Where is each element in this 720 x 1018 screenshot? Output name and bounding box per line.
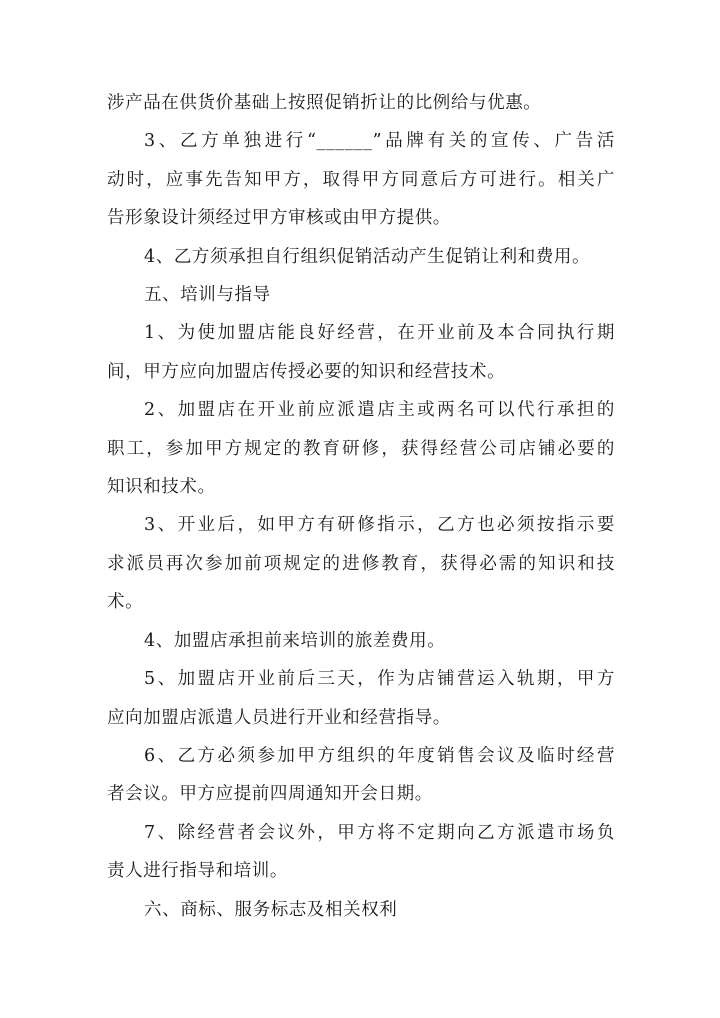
text-line: 6、乙方必须参加甲方组织的年度销售会议及临时经营 <box>144 745 615 766</box>
document-body <box>107 84 615 929</box>
text-line: 2、加盟店在开业前应派遣店主或两名可以代行承担的 <box>144 400 615 421</box>
text-line: 者会议。甲方应提前四周通知开会日期。 <box>107 784 433 805</box>
text-line: 4、加盟店承担前来培训的旅差费用。 <box>144 630 446 651</box>
text-line: 1、为使加盟店能良好经营，在开业前及本合同执行期 <box>144 323 615 344</box>
text-line: 4、乙方须承担自行组织促销活动产生促销让利和费用。 <box>144 246 591 267</box>
section-heading: 六、商标、服务标志及相关权利 <box>144 899 398 920</box>
text-line: 5、加盟店开业前后三天，作为店铺营运入轨期，甲方 <box>144 669 615 690</box>
section-heading: 五、培训与指导 <box>144 285 271 306</box>
text-line: 术。 <box>107 592 144 613</box>
text-line: 知识和技术。 <box>107 477 216 498</box>
text-line: 涉产品在供货价基础上按照促销折让的比例给与优惠。 <box>107 93 542 113</box>
text-line: 3、开业后，如甲方有研修指示，乙方也必须按指示要 <box>144 515 615 536</box>
text-line: 间，甲方应向加盟店传授必要的知识和经营技术。 <box>107 361 506 382</box>
text-line: 应向加盟店派遣人员进行开业和经营指导。 <box>107 707 451 728</box>
text-line: 7、除经营者会议外，甲方将不定期向乙方派遣市场负 <box>144 822 615 843</box>
text-line: 职工，参加甲方规定的教育研修，获得经营公司店铺必要的 <box>107 438 615 459</box>
text-line: 3、乙方单独进行“______”品牌有关的宣传、广告活 <box>144 131 615 152</box>
text-line: 责人进行指导和培训。 <box>107 861 288 882</box>
text-line: 动时，应事先告知甲方，取得甲方同意后方可进行。相关广 <box>107 169 615 190</box>
text-line: 求派员再次参加前项规定的进修教育，获得必需的知识和技 <box>107 553 615 574</box>
text-line: 告形象设计须经过甲方审核或由甲方提供。 <box>107 208 451 229</box>
